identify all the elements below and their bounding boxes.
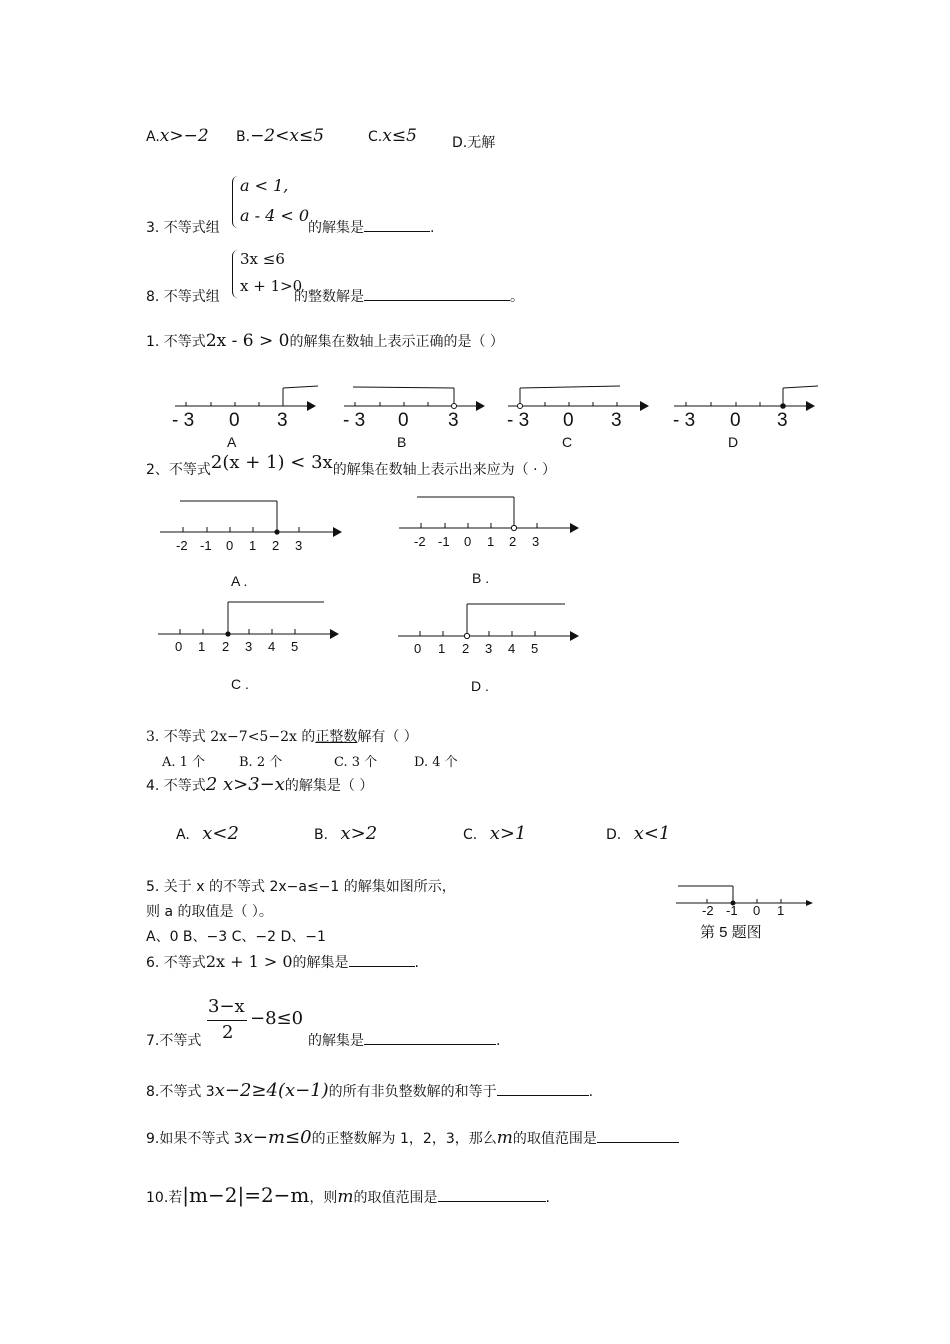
q1-d-tick-3: 3: [777, 410, 788, 431]
option-c-expr: x≤5: [382, 126, 417, 146]
q2-c-tick-0: 0: [175, 639, 183, 654]
q2-c-label: C .: [231, 676, 249, 692]
q9-m: m: [496, 1128, 513, 1148]
q2-option-a-axis: [160, 501, 342, 589]
q1-option-b-axis: [343, 387, 485, 450]
q2-a-tick-neg2: -2: [176, 538, 188, 553]
q3b-option-c: C. 3 个: [334, 755, 378, 770]
q1-c-tick-0: 0: [563, 410, 574, 431]
q2-stem: [146, 452, 557, 479]
q8a-suffix: [294, 286, 524, 306]
q3a-brace: [232, 176, 239, 228]
q3a-end: .: [430, 220, 435, 236]
q1-option-d-axis: [673, 386, 818, 450]
q4-option-b-label: B.: [314, 827, 329, 843]
q3b-option-b: B. 2 个: [239, 755, 283, 770]
q1-expr: 2x - 6 > 0: [205, 331, 290, 351]
q3a-line1: a < 1,: [240, 176, 289, 195]
q9-expr: x−m≤0: [242, 1127, 312, 1148]
q1-b-tick-neg3: - 3: [343, 410, 366, 431]
q6-suffix: 的解集是: [292, 955, 349, 971]
option-b: [236, 126, 324, 146]
q2-a-tick-neg1: -1: [200, 538, 212, 553]
q8a-answer-blank[interactable]: [364, 288, 510, 301]
q6-prefix: 6. 不等式: [146, 955, 206, 971]
q5-tick-1: 1: [777, 903, 785, 918]
q2-option-c-axis: [158, 602, 339, 692]
q10-stem: [146, 1183, 550, 1207]
q3b-option-a: A. 1 个: [162, 755, 206, 770]
q8b-stem: [146, 1080, 593, 1101]
q4-option-a-expr: x<2: [202, 823, 239, 844]
q2-b-tick-1: 1: [487, 534, 495, 549]
q10-mid: ，则: [309, 1190, 338, 1206]
q2-b-tick-0: 0: [464, 534, 472, 549]
q10-expr: |m−2|=2−m: [182, 1183, 310, 1207]
q2-c-tick-1: 1: [198, 639, 206, 654]
option-d-label: D.: [452, 135, 468, 151]
q2-d-tick-3: 3: [485, 641, 493, 656]
q6-stem: [146, 952, 419, 972]
q2-d-tick-4: 4: [508, 641, 516, 656]
q5-caption: 第 5 题图: [700, 924, 762, 941]
q8a-brace: [232, 250, 239, 298]
q7-denominator: 2: [222, 1022, 234, 1043]
q4-stem: [146, 774, 373, 795]
q2-a-tick-2: 2: [272, 538, 280, 553]
q4-option-d-label: D.: [606, 827, 622, 843]
q4-option-c-label: C.: [463, 827, 478, 843]
q2-b-tick-2: 2: [509, 534, 517, 549]
q4-option-b-expr: x>2: [340, 823, 378, 844]
q5-line2: 则 a 的取值是（ ）。: [146, 904, 273, 920]
q1-suffix: 的解集在数轴上表示正确的是（ ）: [289, 334, 504, 350]
q2-prefix: 2、不等式: [146, 462, 211, 478]
q5-options: A、0 B、−3 C、−2 D、−1: [146, 929, 326, 945]
q8b-prefix: 8.不等式 3: [146, 1084, 215, 1100]
q3a-suffix: [308, 217, 434, 237]
q2-b-tick-neg1: -1: [438, 534, 450, 549]
q10-suffix: 的取值范围是: [353, 1190, 438, 1206]
q1-c-tick-3: 3: [611, 410, 622, 431]
q2-option-d-axis: [398, 604, 579, 694]
q1-a-tick-3: 3: [277, 410, 288, 431]
q1-b-tick-0: 0: [398, 410, 409, 431]
q1-b-label: B: [397, 434, 407, 450]
q2-number-lines: [0, 490, 950, 710]
q5-tick-0: 0: [753, 903, 761, 918]
q8a-prefix: 8. 不等式组: [146, 289, 220, 305]
q4-option-a-label: A.: [176, 827, 190, 843]
q10-prefix: 10.若: [146, 1190, 183, 1206]
q7-numerator: [208, 996, 245, 1017]
q2-b-tick-neg2: -2: [414, 534, 426, 549]
options-line-top: [146, 126, 209, 146]
q10-answer-blank[interactable]: [438, 1189, 546, 1202]
q7-suffix-text: 的解集是: [308, 1033, 364, 1049]
option-d-text: 无解: [467, 135, 496, 151]
q1-prefix: 1. 不等式: [146, 334, 206, 350]
q2-b-label: B .: [472, 570, 490, 586]
q3a-prefix: 3. 不等式组: [146, 220, 220, 236]
q7-rest: −8≤0: [250, 1008, 304, 1029]
option-a-label: A.: [146, 129, 160, 145]
q7-end: .: [496, 1033, 501, 1049]
option-a-expr: x>−2: [159, 126, 209, 146]
q3b-text: 3. 不等式 2x−7<5−2x 的: [146, 729, 316, 745]
q6-expr: 2x + 1 > 0: [205, 952, 293, 971]
q10-m: m: [337, 1187, 354, 1207]
q7-answer-blank[interactable]: [364, 1032, 496, 1045]
q4-option-c-expr: x>1: [489, 823, 527, 844]
q5-tick-neg1: -1: [726, 903, 738, 918]
q8a-line1: 3x ≤6: [240, 250, 285, 268]
q8b-expr: x−2≥4(x−1): [214, 1080, 329, 1101]
option-b-expr: −2<x≤5: [250, 126, 325, 146]
q1-stem: [146, 331, 504, 351]
q10-end: .: [545, 1190, 550, 1206]
q2-d-tick-0: 0: [414, 641, 422, 656]
q8b-suffix: 的所有非负整数解的和等于: [328, 1084, 497, 1100]
q8b-answer-blank[interactable]: [497, 1083, 589, 1096]
option-c: [368, 126, 417, 146]
q1-option-c-axis: [507, 386, 649, 450]
option-d: [452, 132, 495, 152]
q9-answer-blank[interactable]: [597, 1130, 679, 1143]
q5-line1: 5. 关于 x 的不等式 2x−a≤−1 的解集如图所示，: [146, 879, 456, 895]
q3a-answer-blank[interactable]: [364, 219, 430, 232]
q5-figure: [670, 880, 820, 942]
q3b-text2: 解有（ ）: [357, 729, 418, 745]
q2-a-tick-0: 0: [226, 538, 234, 553]
option-c-label: C.: [368, 129, 383, 145]
q4-option-d: [606, 823, 670, 844]
q2-option-b-axis: [399, 497, 579, 586]
q4-prefix: 4. 不等式: [146, 778, 206, 794]
q6-answer-blank[interactable]: [349, 954, 415, 967]
q2-expr: 2(x + 1) < 3x: [210, 452, 333, 473]
q9-suffix2: 的取值范围是: [512, 1131, 597, 1147]
q1-b-tick-3: 3: [448, 410, 459, 431]
q2-suffix: 的解集在数轴上表示出来应为（ · ）: [332, 462, 557, 478]
q1-d-tick-neg3: - 3: [673, 410, 696, 431]
q7-numerator-text: 3−x: [208, 996, 245, 1017]
q7-prefix: 7.不等式: [146, 1033, 202, 1049]
q7-suffix: [308, 1030, 500, 1050]
q1-c-label: C: [562, 434, 573, 450]
q3b-stem: [146, 726, 418, 746]
q2-d-tick-5: 5: [531, 641, 539, 656]
q4-expr: 2 x>3−x: [205, 774, 285, 795]
q9-stem: [146, 1127, 679, 1148]
q2-c-tick-3: 3: [245, 639, 253, 654]
q8a-line2: x + 1>0: [240, 277, 303, 295]
q2-c-tick-2: 2: [222, 639, 230, 654]
q2-c-tick-5: 5: [291, 639, 299, 654]
q8a-end: 。: [510, 289, 524, 305]
q4-option-d-expr: x<1: [633, 823, 671, 844]
q4-option-b: [314, 823, 377, 844]
q2-a-tick-1: 1: [249, 538, 257, 553]
q1-d-label: D: [728, 434, 739, 450]
q2-d-tick-2: 2: [462, 641, 470, 656]
q1-number-lines: [0, 370, 950, 460]
q2-c-tick-4: 4: [268, 639, 276, 654]
q7-fraction-bar: [207, 1020, 247, 1021]
q3a-suffix-text: 的解集是: [308, 220, 364, 236]
q9-suffix1: 的正整数解为 1，2，3，那么: [311, 1131, 497, 1147]
q6-end: .: [414, 955, 419, 971]
q2-a-tick-3: 3: [295, 538, 303, 553]
q2-d-label: D .: [471, 678, 489, 694]
q8a-suffix-text: 的整数解是: [294, 289, 364, 305]
q2-a-label: A .: [231, 573, 248, 589]
q4-option-c: [463, 823, 526, 844]
q5-tick-neg2: -2: [702, 903, 714, 918]
q2-b-tick-3: 3: [532, 534, 540, 549]
option-b-label: B.: [236, 129, 251, 145]
q4-option-a: [176, 823, 239, 844]
q1-d-tick-0: 0: [730, 410, 741, 431]
q1-a-tick-0: 0: [229, 410, 240, 431]
q3b-option-d: D. 4 个: [414, 755, 458, 770]
q1-a-label: A: [227, 434, 237, 450]
q9-prefix: 9.如果不等式 3: [146, 1131, 243, 1147]
q3a-line2: a - 4 < 0: [240, 206, 310, 225]
q2-d-tick-1: 1: [438, 641, 446, 656]
q1-c-tick-neg3: - 3: [507, 410, 530, 431]
q1-a-tick-neg3: - 3: [172, 410, 195, 431]
q3b-underlined: 正整数: [315, 729, 358, 745]
q1-option-a-axis: [172, 386, 318, 450]
q4-suffix: 的解集是（ ）: [284, 778, 374, 794]
q8b-end: .: [588, 1084, 594, 1100]
